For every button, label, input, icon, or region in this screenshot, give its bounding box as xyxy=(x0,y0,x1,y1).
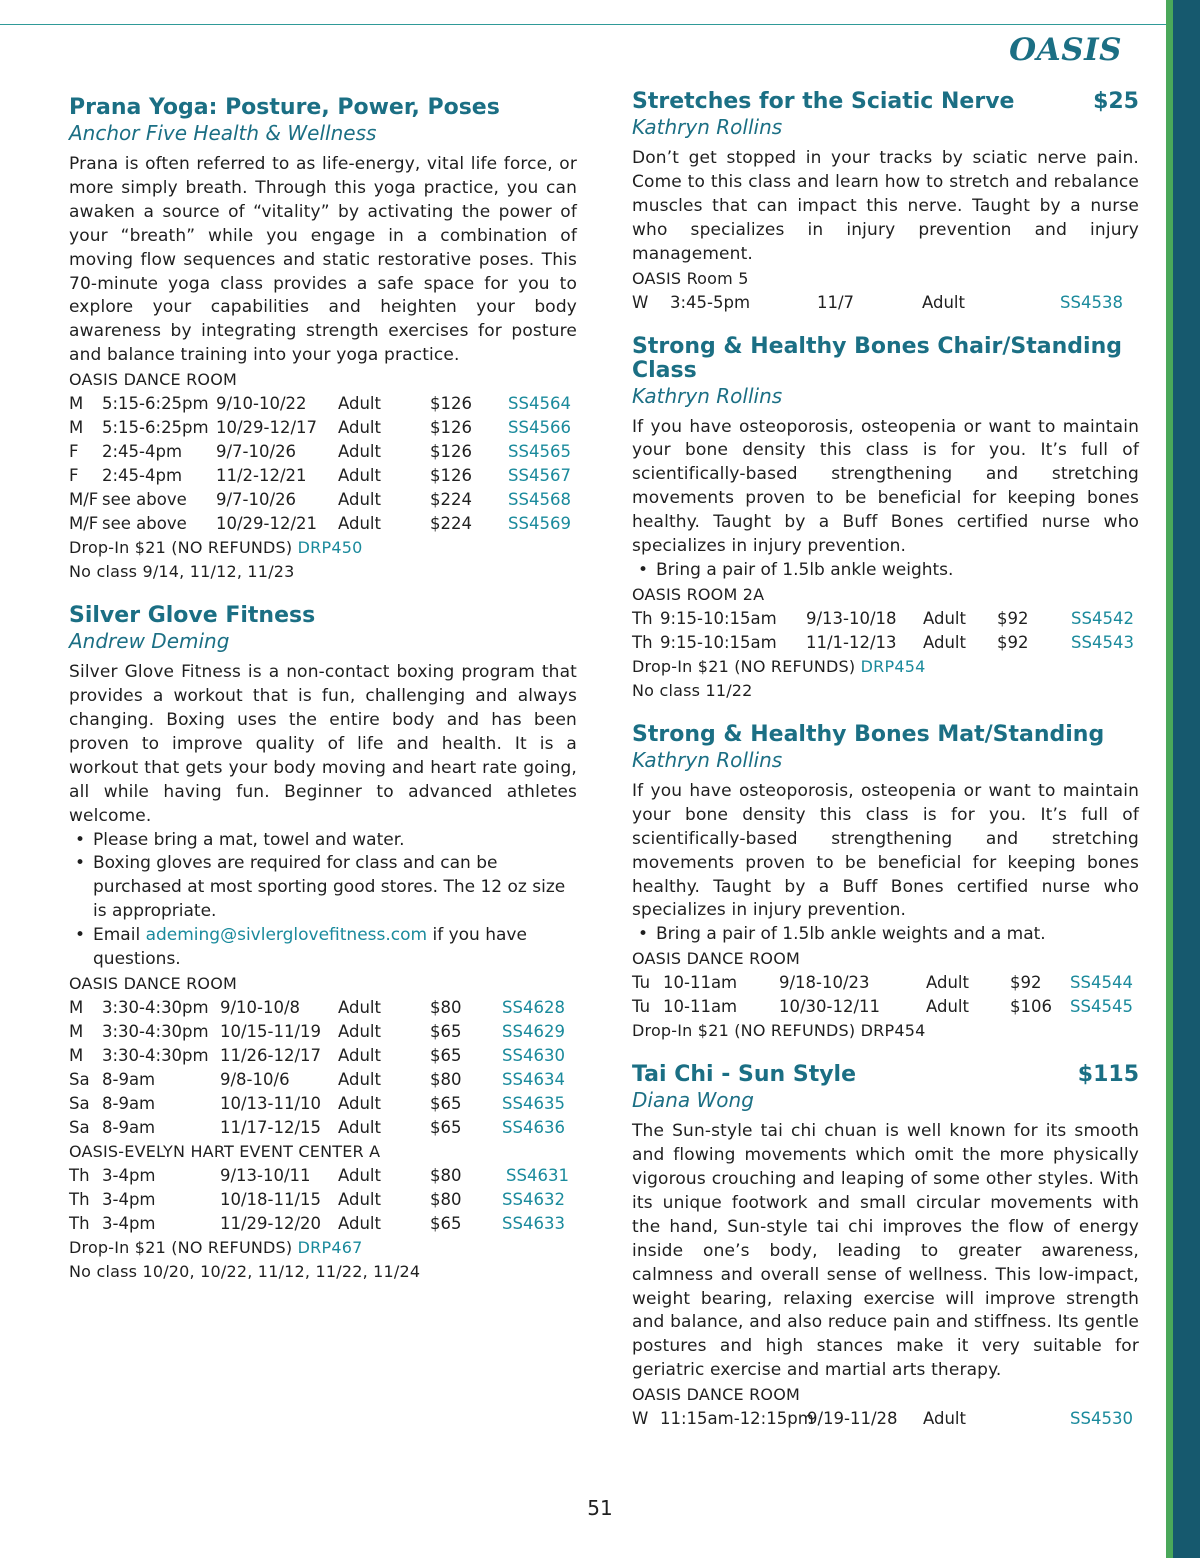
right-column xyxy=(632,90,1139,1451)
row-course-code[interactable]: SS4564 xyxy=(508,394,571,414)
bullet-list xyxy=(69,829,577,972)
schedule-row xyxy=(69,1020,577,1044)
row-dates: 9/13-10/11 xyxy=(220,1165,311,1185)
no-class-note: No class 9/14, 11/12, 11/23 xyxy=(69,562,295,582)
row-age: Adult xyxy=(338,997,381,1017)
bullet-item: • Boxing gloves are required for class and can be purchased at most sporting good stores. The 12 oz size is appropriate. xyxy=(69,852,577,924)
dropin-text: Drop-In $21 (NO REFUNDS) xyxy=(69,1237,293,1257)
course-instructor: Diana Wong xyxy=(632,1088,754,1113)
no-class-note: No class 10/20, 10/22, 11/12, 11/22, 11/24 xyxy=(69,1261,421,1281)
row-course-code[interactable]: SS4544 xyxy=(1070,973,1133,993)
course-title-text: Prana Yoga: Posture, Power, Poses xyxy=(69,95,500,120)
row-age: Adult xyxy=(923,1409,966,1429)
row-time: 3:30-4:30pm xyxy=(102,997,209,1017)
row-day: M/F xyxy=(69,490,99,510)
course-title xyxy=(632,723,1139,747)
row-price: $126 xyxy=(430,442,472,462)
course-room: OASIS-EVELYN HART EVENT CENTER A xyxy=(69,1141,381,1161)
schedule-row xyxy=(69,416,577,440)
dropin-info xyxy=(69,1236,577,1260)
row-course-code[interactable]: SS4530 xyxy=(1070,1409,1133,1429)
row-day: Th xyxy=(632,608,653,628)
row-course-code[interactable]: SS4631 xyxy=(506,1165,569,1185)
row-time: 5:15-6:25pm xyxy=(102,418,209,438)
row-dates: 10/30-12/11 xyxy=(779,997,881,1017)
schedule-row xyxy=(69,1164,577,1188)
dropin-info xyxy=(69,536,577,560)
row-dates: 9/13-10/18 xyxy=(806,608,897,628)
row-course-code[interactable]: SS4633 xyxy=(502,1213,565,1233)
row-day: W xyxy=(632,292,649,312)
dropin-code[interactable]: DRP454 xyxy=(860,656,926,676)
row-age: Adult xyxy=(338,442,381,462)
row-dates: 11/26-12/17 xyxy=(220,1045,322,1065)
row-dates: 9/8-10/6 xyxy=(220,1069,290,1089)
course-instructor: Anchor Five Health & Wellness xyxy=(69,121,377,145)
row-age: Adult xyxy=(338,418,381,438)
row-day: M xyxy=(69,394,84,414)
row-price: $65 xyxy=(430,1117,462,1137)
row-day: W xyxy=(632,1409,649,1429)
bullet-item: • Please bring a mat, towel and water. xyxy=(69,829,577,853)
schedule-row xyxy=(69,1116,577,1140)
row-age: Adult xyxy=(923,608,966,628)
schedule-row xyxy=(69,440,577,464)
schedule-row xyxy=(69,512,577,536)
schedule-table xyxy=(632,971,1139,1019)
row-day: Tu xyxy=(632,997,651,1017)
row-day: M xyxy=(69,418,84,438)
row-time: 10-11am xyxy=(663,973,738,993)
row-price: $126 xyxy=(430,466,472,486)
edge-band-green xyxy=(1166,0,1173,1558)
course-description: If you have osteoporosis, osteopenia or want to maintain your bone density this class is for you. It’s full of scientifically-based strengthening and stretching movements proven to be beneficial for keeping bones healthy. Taught by a Buff Bones certified nurse who specializes in injury prevention. xyxy=(632,416,1139,557)
course-instructor: Kathryn Rollins xyxy=(632,383,783,408)
course-room: OASIS Room 5 xyxy=(632,268,749,288)
course-title xyxy=(632,1063,1139,1087)
row-price: $80 xyxy=(430,1069,462,1089)
schedule-row xyxy=(632,607,1139,631)
dropin-text: Drop-In $21 (NO REFUNDS) xyxy=(632,656,856,676)
course-description: The Sun-style tai chi chuan is well known for its smooth and flowing movements which omit the more physically vigorous crouching and leaping of some other styles. With its unique footwork and small circular movements with the hand, Sun-style tai chi improves the flow of energy inside one’s body, leading to greater awareness, calmness and overall sense of wellness. This low-impact, weight bearing, relaxing exercise will improve strength and balance, and also reduce pain and stiffness. Its gentle postures and high stances make it very suitable for geriatric exercise and martial arts therapy. xyxy=(632,1121,1139,1381)
row-time: 3-4pm xyxy=(102,1213,156,1233)
row-age: Adult xyxy=(338,1213,381,1233)
course-title xyxy=(632,90,1139,114)
row-course-code[interactable]: SS4568 xyxy=(508,490,571,510)
row-course-code[interactable]: SS4543 xyxy=(1071,632,1134,652)
row-time: 9:15-10:15am xyxy=(660,632,777,652)
row-course-code[interactable]: SS4635 xyxy=(502,1093,565,1113)
row-time: 3:45-5pm xyxy=(670,292,751,312)
row-time: 3:30-4:30pm xyxy=(102,1021,209,1041)
row-age: Adult xyxy=(338,1165,381,1185)
row-course-code[interactable]: SS4567 xyxy=(508,466,571,486)
course-room: OASIS DANCE ROOM xyxy=(69,973,238,993)
schedule-table xyxy=(69,392,577,536)
row-course-code[interactable]: SS4634 xyxy=(502,1069,565,1089)
course-title xyxy=(632,335,1139,383)
row-dates: 10/15-11/19 xyxy=(220,1021,322,1041)
row-day: Th xyxy=(69,1189,90,1209)
bones-chair-section xyxy=(632,335,1139,703)
dropin-code[interactable]: DRP467 xyxy=(297,1237,363,1257)
silver-glove-section xyxy=(69,604,577,1284)
row-dates: 9/10-10/22 xyxy=(216,394,307,414)
row-day: M xyxy=(69,1021,84,1041)
row-price: $80 xyxy=(430,1189,462,1209)
schedule-table xyxy=(69,996,577,1140)
row-price: $65 xyxy=(430,1093,462,1113)
row-time: see above xyxy=(102,514,187,534)
prana-yoga-section xyxy=(69,96,577,584)
row-price: $92 xyxy=(997,608,1029,628)
row-course-code[interactable]: SS4636 xyxy=(502,1117,565,1137)
row-dates: 11/17-12/15 xyxy=(220,1117,322,1137)
bullet-item: • Bring a pair of 1.5lb ankle weights and a mat. xyxy=(632,923,1139,947)
bullet-item: • Bring a pair of 1.5lb ankle weights. xyxy=(632,559,1139,583)
row-dates: 10/29-12/17 xyxy=(216,418,318,438)
row-time: 3-4pm xyxy=(102,1165,156,1185)
row-time: 8-9am xyxy=(102,1069,156,1089)
schedule-row xyxy=(69,464,577,488)
row-age: Adult xyxy=(338,490,381,510)
row-dates: 11/2-12/21 xyxy=(216,466,307,486)
row-day: Sa xyxy=(69,1117,90,1137)
row-day: F xyxy=(69,466,79,486)
row-time: 9:15-10:15am xyxy=(660,608,777,628)
bullet-item xyxy=(69,924,577,972)
schedule-row xyxy=(69,1044,577,1068)
row-price: $106 xyxy=(1010,997,1052,1017)
row-course-code[interactable]: SS4542 xyxy=(1071,608,1134,628)
row-age: Adult xyxy=(338,1069,381,1089)
row-price: $224 xyxy=(430,490,472,510)
dropin-code[interactable]: DRP450 xyxy=(297,538,363,558)
schedule-row xyxy=(69,1068,577,1092)
course-instructor: Andrew Deming xyxy=(69,629,230,654)
schedule-row xyxy=(69,488,577,512)
row-time: 5:15-6:25pm xyxy=(102,394,209,414)
course-title xyxy=(69,604,577,628)
row-course-code[interactable]: SS4630 xyxy=(502,1045,565,1065)
course-instructor: Kathryn Rollins xyxy=(632,115,783,139)
course-room: OASIS DANCE ROOM xyxy=(632,1385,801,1405)
row-dates: 9/10-10/8 xyxy=(220,997,301,1017)
row-day: Sa xyxy=(69,1069,90,1089)
course-title xyxy=(69,96,577,120)
course-price: $115 xyxy=(1077,1062,1139,1088)
row-day: Th xyxy=(69,1165,90,1185)
row-day: M xyxy=(69,997,84,1017)
row-dates: 11/29-12/20 xyxy=(220,1213,322,1233)
row-age: Adult xyxy=(338,1021,381,1041)
schedule-row xyxy=(69,392,577,416)
row-dates: 9/18-10/23 xyxy=(779,973,870,993)
row-course-code[interactable]: SS4565 xyxy=(508,442,571,462)
schedule-row xyxy=(632,631,1139,655)
course-title-text: Strong & Healthy Bones Mat/Standing xyxy=(632,721,1105,747)
row-price: $80 xyxy=(430,1165,462,1185)
row-course-code[interactable]: SS4569 xyxy=(508,514,571,534)
row-course-code[interactable]: SS4538 xyxy=(1060,292,1123,312)
schedule-row xyxy=(632,1407,1139,1431)
course-price: $25 xyxy=(1093,89,1139,114)
row-price: $224 xyxy=(430,514,472,534)
row-dates: 10/13-11/10 xyxy=(220,1093,322,1113)
row-time: 3-4pm xyxy=(102,1189,156,1209)
dropin-text: Drop-In $21 (NO REFUNDS) xyxy=(69,538,293,558)
dropin-info xyxy=(632,655,1139,679)
row-price: $65 xyxy=(430,1213,462,1233)
dropin-info: Drop-In $21 (NO REFUNDS) DRP454 xyxy=(632,1021,926,1041)
course-room: OASIS ROOM 2A xyxy=(632,584,765,604)
row-age: Adult xyxy=(338,1093,381,1113)
schedule-row xyxy=(632,971,1139,995)
row-age: Adult xyxy=(338,394,381,414)
row-time: 2:45-4pm xyxy=(102,466,183,486)
row-age: Adult xyxy=(338,1045,381,1065)
left-column xyxy=(69,96,577,1304)
row-dates: 10/29-12/21 xyxy=(216,514,318,534)
row-course-code[interactable]: SS4566 xyxy=(508,418,571,438)
course-description: Silver Glove Fitness is a non-contact boxing program that provides a workout that is fun, challenging and always changing. Boxing uses the entire body and has been proven to improve quality of life and health. It is a workout that gets your body moving and heart rate going, all while having fun. Beginner to advanced athletes welcome. xyxy=(69,662,577,826)
schedule-row xyxy=(69,1092,577,1116)
row-course-code[interactable]: SS4628 xyxy=(502,997,565,1017)
row-time: 8-9am xyxy=(102,1117,156,1137)
row-price: $92 xyxy=(997,632,1029,652)
row-day: F xyxy=(69,442,79,462)
row-time: 3:30-4:30pm xyxy=(102,1045,209,1065)
course-title-text: Strong & Healthy Bones Chair/Standing Class xyxy=(632,333,1123,383)
row-dates: 10/18-11/15 xyxy=(220,1189,322,1209)
schedule-table xyxy=(632,607,1139,655)
page-header-title: OASIS xyxy=(1009,32,1122,68)
row-time: 2:45-4pm xyxy=(102,442,183,462)
row-day: Sa xyxy=(69,1093,90,1113)
course-room: OASIS DANCE ROOM xyxy=(69,370,238,390)
course-description: Prana is often referred to as life-energy, vital life force, or more simply breath. Through this yoga practice, you can awaken a source of “vitality” by activating the power of your “breath” while you engage in a combination of moving flow sequences and static restorative poses. This 70-minute yoga class provides a safe space for you to explore your capabilities and heighten your body awareness by integrating strength exercises for posture and balance training into your yoga practice. xyxy=(69,154,577,366)
row-age: Adult xyxy=(923,632,966,652)
row-dates: 9/7-10/26 xyxy=(216,490,297,510)
schedule-table xyxy=(69,1164,577,1236)
row-age: Adult xyxy=(338,1189,381,1209)
schedule-row xyxy=(69,1212,577,1236)
row-age: Adult xyxy=(338,514,381,534)
row-day: Tu xyxy=(632,973,651,993)
row-day: Th xyxy=(632,632,653,652)
course-title-text: Silver Glove Fitness xyxy=(69,603,316,629)
row-age: Adult xyxy=(338,1117,381,1137)
no-class-note: No class 11/22 xyxy=(632,680,753,700)
bullet-list xyxy=(632,923,1139,947)
row-price: $126 xyxy=(430,394,472,414)
row-time: 10-11am xyxy=(663,997,738,1017)
course-description: If you have osteoporosis, osteopenia or want to maintain your bone density this class is for you. It’s full of scientifically-based strengthening and stretching movements proven to be beneficial for keeping bones healthy. Taught by a Buff Bones certified nurse who specializes in injury prevention. xyxy=(632,780,1139,921)
schedule-row xyxy=(632,291,1139,315)
row-age: Adult xyxy=(338,466,381,486)
row-price: $80 xyxy=(430,997,462,1017)
row-time: 8-9am xyxy=(102,1093,156,1113)
schedule-row xyxy=(632,995,1139,1019)
bones-mat-section xyxy=(632,723,1139,1043)
header-rule xyxy=(0,24,1168,25)
row-day: M/F xyxy=(69,514,99,534)
row-time: 11:15am-12:15pm xyxy=(660,1409,814,1429)
edge-band-teal xyxy=(1173,0,1200,1558)
row-dates: 9/19-11/28 xyxy=(807,1409,898,1429)
schedule-row xyxy=(69,996,577,1020)
row-time: see above xyxy=(102,490,187,510)
page-number: 51 xyxy=(587,1496,613,1520)
bullet-list xyxy=(632,559,1139,583)
course-title-text: Stretches for the Sciatic Nerve xyxy=(632,89,1015,114)
row-age: Adult xyxy=(926,997,969,1017)
row-course-code[interactable]: SS4632 xyxy=(502,1189,565,1209)
row-dates: 11/1-12/13 xyxy=(806,632,897,652)
row-price: $126 xyxy=(430,418,472,438)
tai-chi-section xyxy=(632,1063,1139,1431)
row-dates: 9/7-10/26 xyxy=(216,442,297,462)
sciatic-nerve-section xyxy=(632,90,1139,315)
schedule-table xyxy=(632,1407,1139,1431)
row-day: Th xyxy=(69,1213,90,1233)
course-room: OASIS DANCE ROOM xyxy=(632,949,801,969)
course-title-text: Tai Chi - Sun Style xyxy=(632,1062,857,1088)
row-course-code[interactable]: SS4545 xyxy=(1070,997,1133,1017)
course-description: Don’t get stopped in your tracks by sciatic nerve pain. Come to this class and learn how to stretch and rebalance muscles that can impact this nerve. Taught by a nurse who specializes in injury prevention and injury management. xyxy=(632,148,1139,264)
row-price: $65 xyxy=(430,1021,462,1041)
row-age: Adult xyxy=(922,292,965,312)
bullet-text: Email xyxy=(93,925,141,946)
row-dates: 11/7 xyxy=(817,292,855,312)
schedule-table xyxy=(632,291,1139,315)
email-link[interactable]: ademing@sivlerglovefitness.com xyxy=(145,925,428,946)
row-price: $92 xyxy=(1010,973,1042,993)
schedule-row xyxy=(69,1188,577,1212)
bullet-text: if you have questions. xyxy=(93,925,527,970)
row-price: $65 xyxy=(430,1045,462,1065)
row-course-code[interactable]: SS4629 xyxy=(502,1021,565,1041)
row-day: M xyxy=(69,1045,84,1065)
row-age: Adult xyxy=(926,973,969,993)
course-instructor: Kathryn Rollins xyxy=(632,747,783,772)
